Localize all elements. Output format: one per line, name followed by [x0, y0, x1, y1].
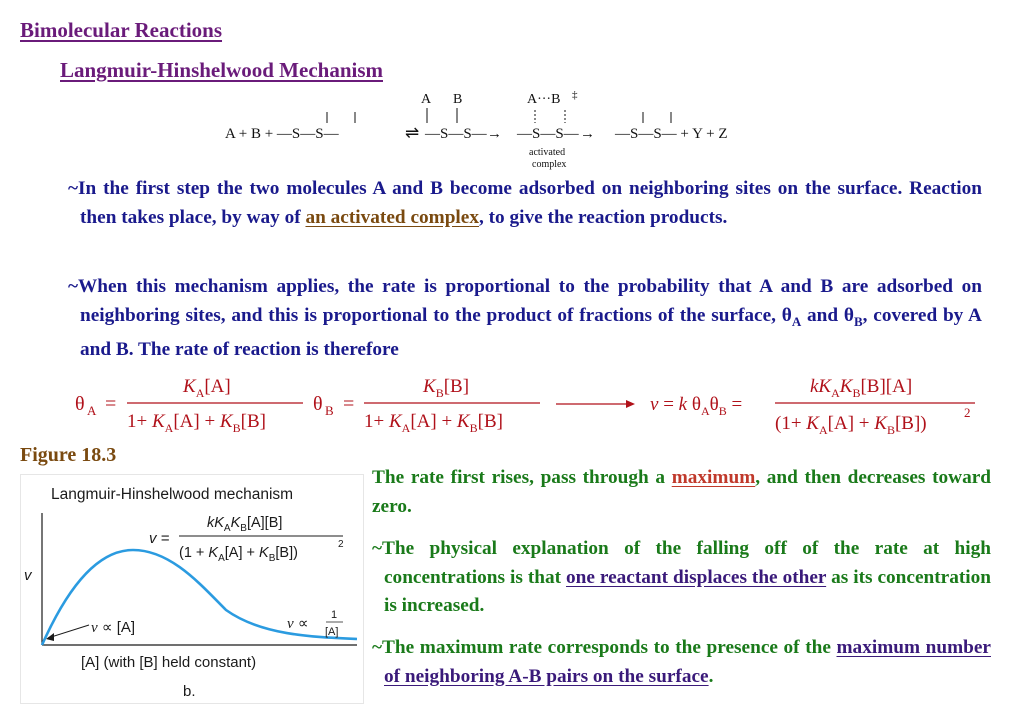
annot-high-den: [A]	[325, 626, 339, 638]
adsorbed-b: B	[453, 92, 463, 107]
mechanism-arrow-1: →	[487, 126, 502, 142]
theta-a-symbol: θ	[75, 393, 85, 415]
figure-graph	[20, 474, 364, 704]
rate-formulas	[0, 365, 1023, 445]
rate-lhs: v = k $\theta_A\theta_B$ =	[650, 394, 743, 418]
complex-surface: —S—S—	[517, 126, 579, 142]
mechanism-products: —S—S— + Y + Z	[615, 126, 728, 142]
r1-before: The rate first rises, pass through a	[372, 467, 672, 488]
annot-high: v ∝	[287, 615, 309, 632]
annot-high-num: 1	[331, 609, 338, 621]
p2-text-2: and θ	[801, 304, 854, 326]
paragraph-rate-proportional	[68, 273, 982, 364]
r2-after: as its concentration is increased.	[384, 566, 991, 616]
p2-text-3: , covered by A and B. The rate of reaction is therefore	[80, 304, 982, 360]
plot-title: Langmuir-Hinshelwood mechanism	[51, 486, 294, 503]
p2-sub-a: A	[791, 313, 802, 329]
rate-exponent: 2	[964, 405, 971, 420]
plot-eq-num: $kK_AK_B[A][B]$	[207, 515, 283, 534]
theta-a-numerator: $K_A[A]$	[183, 376, 231, 400]
complex-caption-2: complex	[532, 159, 567, 170]
maximum-keyword[interactable]: maximum	[671, 467, 756, 488]
figure-label: Figure 18.3	[20, 444, 117, 466]
p1-text-before: ~In the first step the two molecules A and B become adsorbed on neighboring sites on the surface. Reaction then takes place, by way of	[68, 178, 982, 228]
page-subtitle: Langmuir-Hinshelwood Mechanism	[60, 58, 383, 82]
rate-numerator: $kK_AK_B[B][A]$	[810, 376, 913, 400]
mechanism-arrow-2: →	[580, 126, 595, 142]
theta-b-denominator: $1+ K_A[A] + K_B[B]$	[364, 411, 503, 435]
formula-rate-law	[650, 376, 975, 437]
plot-eq-den: $(1 + K_A[A] + K_B[B])$	[179, 545, 298, 564]
p1-text-after: , to give the reaction products.	[479, 206, 728, 228]
annot-low: v ∝ [A]	[91, 619, 136, 636]
complex-caption-1: activated	[529, 147, 566, 158]
mechanism-equilibrium: ⇌	[405, 123, 420, 142]
r2-before: ~The physical explanation of the falling off of the rate at high concentrations is that	[372, 538, 991, 588]
mechanism-reactants: A + B + —S—S—	[225, 126, 339, 142]
rate-denominator: $(1+ K_A[A] + K_B[B])$	[775, 413, 927, 437]
theta-a-denominator: $1+ K_A[A] + K_B[B]$	[127, 411, 266, 435]
displaces-keyword[interactable]: one reactant displaces the other	[566, 566, 827, 588]
activated-complex-link[interactable]: an activated complex	[305, 206, 479, 228]
p2-text-1: ~When this mechanism applies, the rate is proportional to the probability that A and B are adsorbed on neighboring sites, and this is proportional to the product of fractions of the surface, θ	[68, 276, 982, 326]
adsorbed-a: A	[421, 92, 432, 107]
theta-a-sub: A	[87, 403, 97, 418]
formula-theta-b	[313, 376, 540, 435]
paragraph-physical-explanation	[372, 535, 991, 621]
implies-arrow	[556, 400, 635, 408]
plot-eq-lhs: v =	[149, 530, 170, 547]
theta-b-symbol: θ	[313, 393, 323, 415]
y-axis-label: v	[24, 567, 32, 584]
theta-b-sub: B	[325, 403, 334, 418]
mechanism-scheme	[225, 88, 785, 174]
plot-eq-exp: 2	[338, 539, 344, 550]
page-title: Bimolecular Reactions	[20, 18, 223, 42]
equals-sign-2: =	[343, 393, 355, 415]
complex-label: A···B	[527, 92, 561, 107]
panel-label: b.	[183, 683, 196, 700]
paragraph-maximum-rate	[372, 634, 991, 691]
p2-sub-b: B	[853, 313, 863, 329]
equals-sign-1: =	[105, 393, 117, 415]
complex-dagger: ‡	[572, 89, 578, 101]
r3-after: .	[708, 665, 714, 687]
x-axis-label: [A] (with [B] held constant)	[81, 654, 257, 671]
r3-before: ~The maximum rate corresponds to the presence of the	[372, 637, 837, 658]
r1-after: , and then decreases toward zero.	[372, 467, 991, 517]
ab-pairs-keyword[interactable]: maximum number of neighboring A-B pairs on the surface	[384, 637, 991, 687]
paragraph-rate-rises	[372, 464, 991, 521]
formula-theta-a	[75, 376, 303, 435]
theta-b-numerator: $K_B[B]$	[423, 376, 470, 400]
adsorbed-surface: —S—S—	[425, 126, 487, 142]
rate-curve	[42, 550, 357, 645]
paragraph-first-step	[68, 175, 982, 232]
